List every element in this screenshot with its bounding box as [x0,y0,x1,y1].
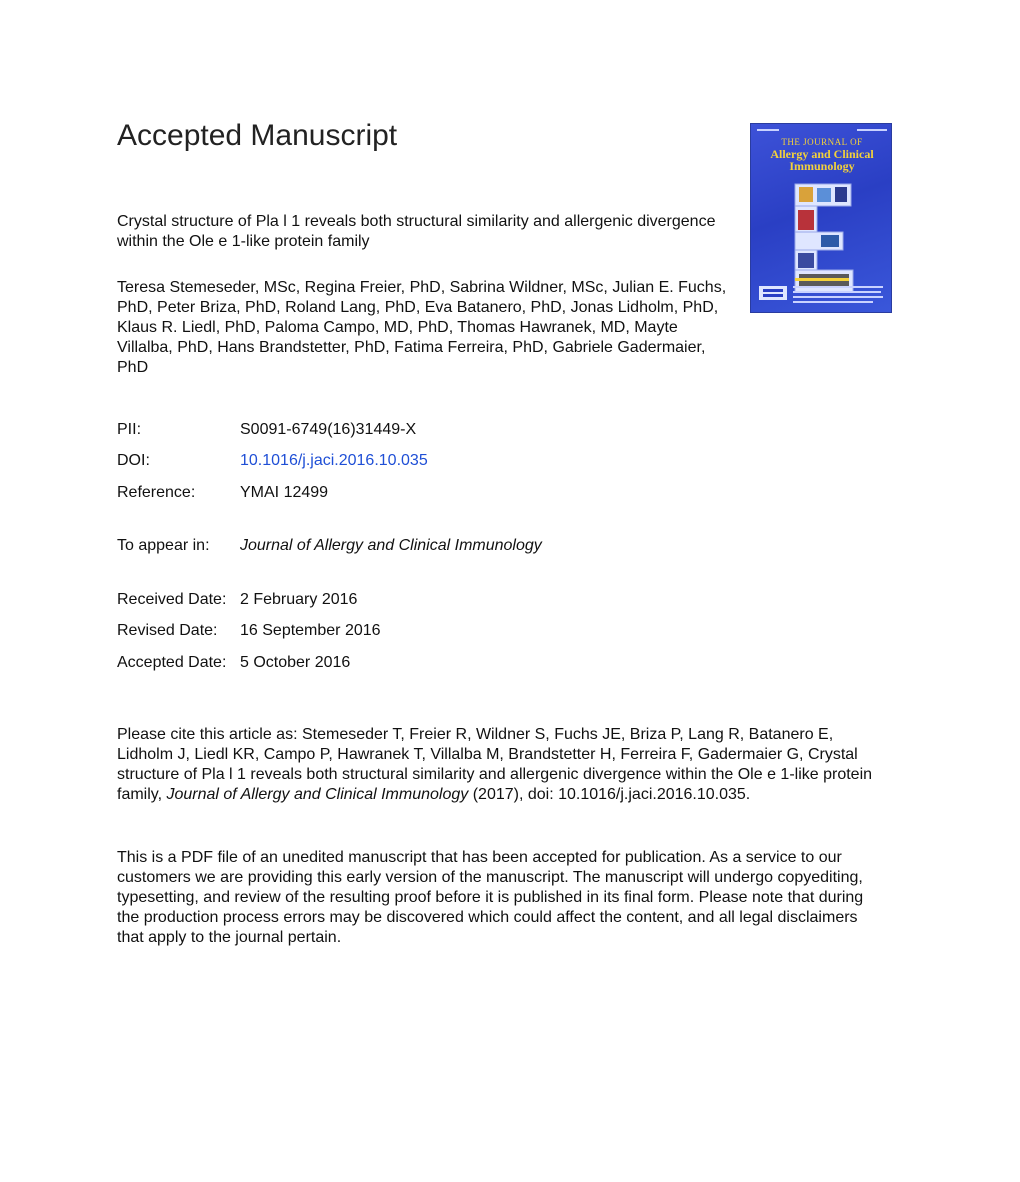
cover-footer-graphic [757,274,887,310]
meta-reference-label: Reference: [117,484,196,501]
manuscript-notice: This is a PDF file of an unedited manuscript that has been accepted for publication. As a service to our customers we are providing this early version of the manuscript. The manuscript will undergo copyediting, typesetting, and review of the resulting proof before it is published in its final form. Please note that during the production process errors may be discovered which could affect the content, and all legal disclaimers that apply to the journal pertain. [117,849,864,946]
meta-received-label: Received Date: [117,591,227,608]
citation-journal: Journal of Allergy and Clinical Immunology [166,786,469,803]
meta-pii-label: PII: [117,421,142,438]
meta-reference-value: YMAI 12499 [240,484,329,501]
cover-title-line3: Immunology [789,159,855,173]
page-heading: Accepted Manuscript [117,119,398,152]
citation-paragraph [117,725,887,805]
cover-title [755,136,889,172]
meta-accepted-label: Accepted Date: [117,654,227,671]
article-title: Crystal structure of Pla l 1 reveals both structural similarity and allergenic divergence within the Ole e 1-like protein family [117,213,716,250]
citation-suffix: (2017), doi: 10.1016/j.jaci.2016.10.035. [468,786,751,803]
journal-cover-image [750,123,892,313]
meta-revised-value: 16 September 2016 [240,622,381,639]
meta-revised-label: Revised Date: [117,622,218,639]
cover-title-line2: Allergy and Clinical [770,147,874,161]
cover-title-line1: THE JOURNAL OF [781,137,863,147]
meta-appear-value: Journal of Allergy and Clinical Immunology [240,537,542,554]
meta-appear-label: To appear in: [117,537,210,554]
meta-doi-label: DOI: [117,452,150,469]
doi-link[interactable]: 10.1016/j.jaci.2016.10.035 [240,452,428,469]
citation-prefix: Please cite this article as: Stemeseder T, Freier R, Wildner S, Fuchs JE, Briza P, Lang R, Batanero E, Lidholm J, Liedl KR, Campo P, Hawranek T, Villalba M, Brandstetter H, Ferreira F, Gadermaier G, Crystal structure of Pla l 1 reveals both structural similarity and allergenic divergence within the Ole e 1-like protein family, [117,726,873,803]
article-authors: Teresa Stemeseder, MSc, Regina Freier, PhD, Sabrina Wildner, MSc, Julian E. Fuchs, PhD, Peter Briza, PhD, Roland Lang, PhD, Eva Batanero, PhD, Jonas Lidholm, PhD, Klaus R. Liedl, PhD, Paloma Campo, MD, PhD, Thomas Hawranek, MD, Mayte Villalba, PhD, Hans Brandstetter, PhD, Fatima Ferreira, PhD, Gabriele Gadermaier, PhD [117,279,727,376]
meta-received-value: 2 February 2016 [240,591,358,608]
cover-header-bar [757,129,887,132]
meta-accepted-value: 5 October 2016 [240,654,351,671]
meta-pii-value: S0091-6749(16)31449-X [240,421,417,438]
